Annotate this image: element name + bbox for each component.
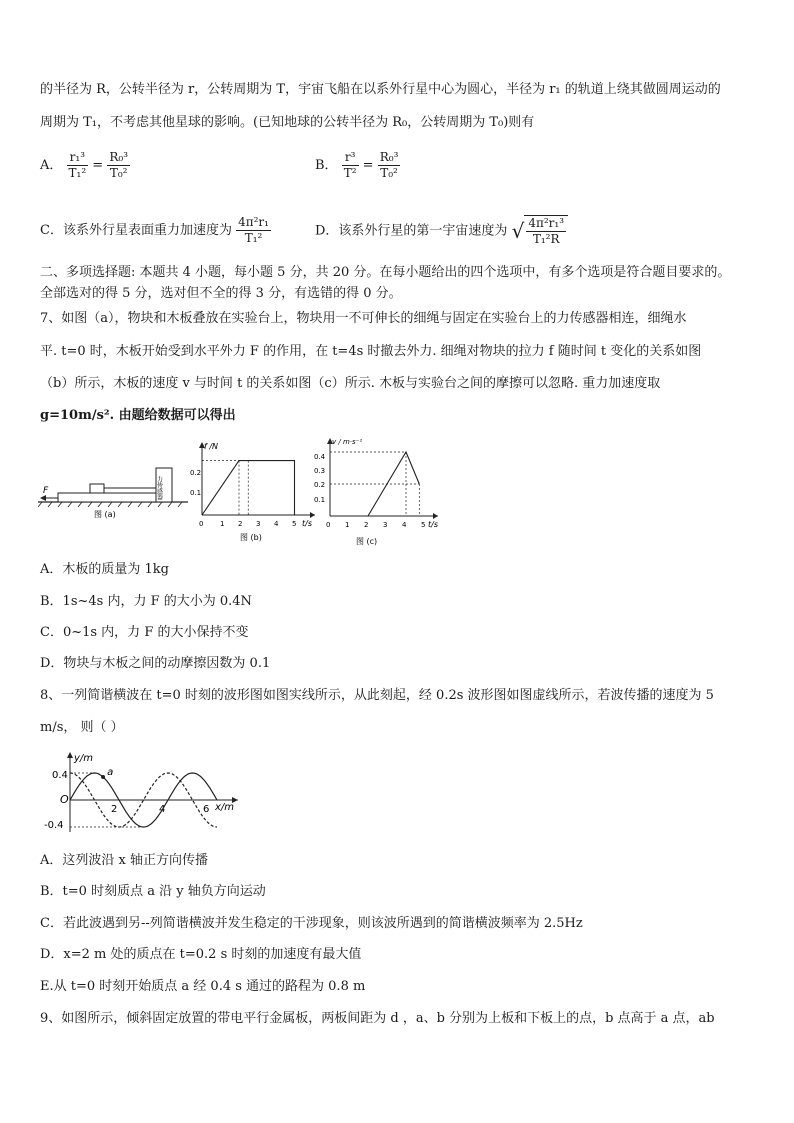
q6-option-d: D．该系外行星的第一宇宙速度为 √ $\frac{\text{4π²r₁³}}{\text{T₁²R}}$	[315, 215, 568, 247]
x-tick-label: 1	[220, 520, 225, 528]
x-tick-label: 2	[111, 804, 118, 815]
q7-line4: g=10m/s². 由题给数据可以得出	[40, 408, 236, 423]
q9-line1: 9、如图所示，倾斜固定放置的带电平行金属板，两板间距为 d ，a、b 分别为上板和下板上的点，b 点高于 a 点，ab	[40, 1011, 715, 1026]
q6-option-b: B． $\frac{\text{r³}}{\text{T²}}$ = $\frac{\text{R₀³}}{\text{T₀²}}$	[315, 150, 399, 180]
option-label: B．	[315, 158, 338, 173]
section2-line1: 二、多项选择题: 本题共 4 小题，每小题 5 分，共 20 分。在每小题给出的四个选项中，有多个选项是符合题目要求的。	[40, 265, 731, 280]
x-tick-label: 4	[159, 804, 166, 815]
figure-a	[38, 462, 188, 522]
x-tick-label: 2	[364, 521, 369, 529]
plank	[58, 493, 158, 502]
q7-option-c: C．0~1s 内，力 F 的大小保持不变	[40, 625, 249, 640]
x-tick-label: 5	[421, 521, 426, 529]
y-axis-label: v / m·s⁻¹	[332, 438, 363, 446]
wave-figure	[40, 750, 240, 835]
y-tick-label: 0.2	[190, 469, 202, 477]
x-tick-label: 5	[292, 520, 297, 528]
x-tick-label: 0	[199, 520, 204, 528]
option-label: A．	[40, 158, 63, 173]
q8-option-a: A．这列波沿 x 轴正方向传播	[40, 853, 208, 868]
q8-line1: 8、一列简谐横波在 t=0 时刻的波形图如图实线所示，从此刻起，经 0.2s 波形图如图虚线所示，若波传播的速度为 5	[40, 688, 714, 703]
fraction: $\frac{\text{R₀³}}{\text{T₀²}}$	[379, 150, 399, 180]
q6-option-a: A． $\frac{\text{r₁³}}{\text{T₁²}}$ = $\frac{\text{R₀³}}{\text{T₀²}}$	[40, 150, 128, 180]
q7-line1: 7、如图（a），物块和木板叠放在实验台上，物块用一不可伸长的细绳与固定在实验台上的力传感器相连，细绳水	[40, 311, 687, 326]
y-tick-label: 0.3	[314, 467, 326, 475]
sqrt-body: $\frac{\text{4π²r₁³}}{\text{T₁²R}}$	[524, 215, 568, 247]
figure-a-caption: 图 (a)	[94, 510, 116, 519]
point-a-label: a	[107, 766, 114, 778]
table-hatch	[38, 502, 182, 507]
q6-option-c: C．该系外行星表面重力加速度为 $\frac{\text{4π²r₁}}{\text{T₁²}}$	[40, 215, 269, 245]
q7-line2: 平. t=0 时，木板开始受到水平外力 F 的作用，在 t=4s 时撤去外力. 细绳对物块的拉力 f 随时间 t 变化的关系如图	[40, 344, 702, 359]
x-axis-label: t/s	[428, 520, 438, 529]
q8-option-e: E.从 t=0 时刻开始质点 a 经 0.4 s 通过的路程为 0.8 m	[40, 979, 366, 994]
x-tick-label: 1	[345, 521, 350, 529]
figure-c	[312, 436, 442, 548]
x-axis-label: t/s	[302, 519, 312, 528]
q6-line2: 周期为 T₁，不考虑其他星球的影响。(已知地球的公转半径为 R₀，公转周期为 T₀)则有	[40, 115, 535, 130]
section2-line2: 全部选对的得 5 分，选对但不全的得 3 分，有选错的得 0 分。	[40, 286, 402, 301]
force-label: F	[43, 486, 49, 496]
y-tick-label: -0.4	[44, 820, 64, 831]
x-axis-label: x/m	[215, 802, 235, 813]
fraction: $\frac{\text{r³}}{\text{T²}}$	[343, 150, 357, 180]
y-tick-label: 0.2	[314, 481, 326, 489]
sensor-label: 力传感器	[155, 476, 163, 500]
y-axis-arrow-icon	[67, 752, 73, 758]
sqrt-icon: √	[511, 219, 525, 243]
q8-option-b: B．t=0 时刻质点 a 沿 y 轴负方向运动	[40, 884, 266, 899]
guide-lines	[330, 452, 419, 516]
q7-option-a: A．木板的质量为 1kg	[40, 562, 169, 577]
guide-lines	[202, 461, 248, 515]
figure-b	[190, 440, 320, 545]
y-tick-label: 0.1	[190, 489, 202, 497]
y-tick-label: 0.4	[52, 770, 68, 781]
x-tick-label: 0	[326, 521, 331, 529]
point-a-marker	[101, 775, 105, 779]
q7-line3: （b）所示，木板的速度 v 与时间 t 的关系如图（c）所示. 木板与实验台之间的摩擦可以忽略. 重力加速度取	[40, 376, 661, 391]
y-tick-label: 0.4	[314, 453, 326, 461]
block	[90, 484, 104, 493]
q8-option-c: C．若此波遇到另--列简谐横波并发生稳定的干涉现象，则该波所遇到的简谐横波频率为 2.5Hz	[40, 916, 583, 931]
fraction: $\frac{\text{r₁³}}{\text{T₁²}}$	[68, 150, 87, 180]
x-tick-label: 6	[203, 804, 210, 815]
figure-c-caption: 图 (c)	[356, 537, 378, 546]
y-axis-label: y/m	[74, 753, 94, 764]
origin-label: O	[60, 793, 69, 806]
fraction: $\frac{\text{4π²r₁}}{\text{T₁²}}$	[238, 215, 269, 245]
q7-option-b: B．1s~4s 内，力 F 的大小为 0.4N	[40, 594, 252, 609]
x-tick-label: 3	[256, 520, 261, 528]
y-axis-label: f /N	[204, 442, 219, 451]
q7-option-d: D．物块与木板之间的动摩擦因数为 0.1	[40, 656, 271, 671]
x-tick-label: 3	[383, 521, 388, 529]
x-tick-label: 4	[274, 520, 279, 528]
x-tick-label: 4	[402, 521, 407, 529]
q8-option-d: D．x=2 m 处的质点在 t=0.2 s 时刻的加速度有最大值	[40, 947, 362, 962]
x-axis-arrow-icon	[433, 513, 438, 519]
y-tick-label: 0.1	[314, 496, 326, 504]
fraction: $\frac{\text{R₀³}}{\text{T₀²}}$	[109, 150, 128, 180]
q6-line1: 的半径为 R，公转半径为 r，公转周期为 T，宇宙飞船在以系外行星中心为圆心，半径为 r₁ 的轨道上绕其做圆周运动的	[40, 82, 721, 97]
q8-line2: m/s， 则（ ）	[40, 720, 124, 735]
x-tick-label: 2	[238, 520, 243, 528]
figure-b-caption: 图 (b)	[240, 533, 262, 542]
